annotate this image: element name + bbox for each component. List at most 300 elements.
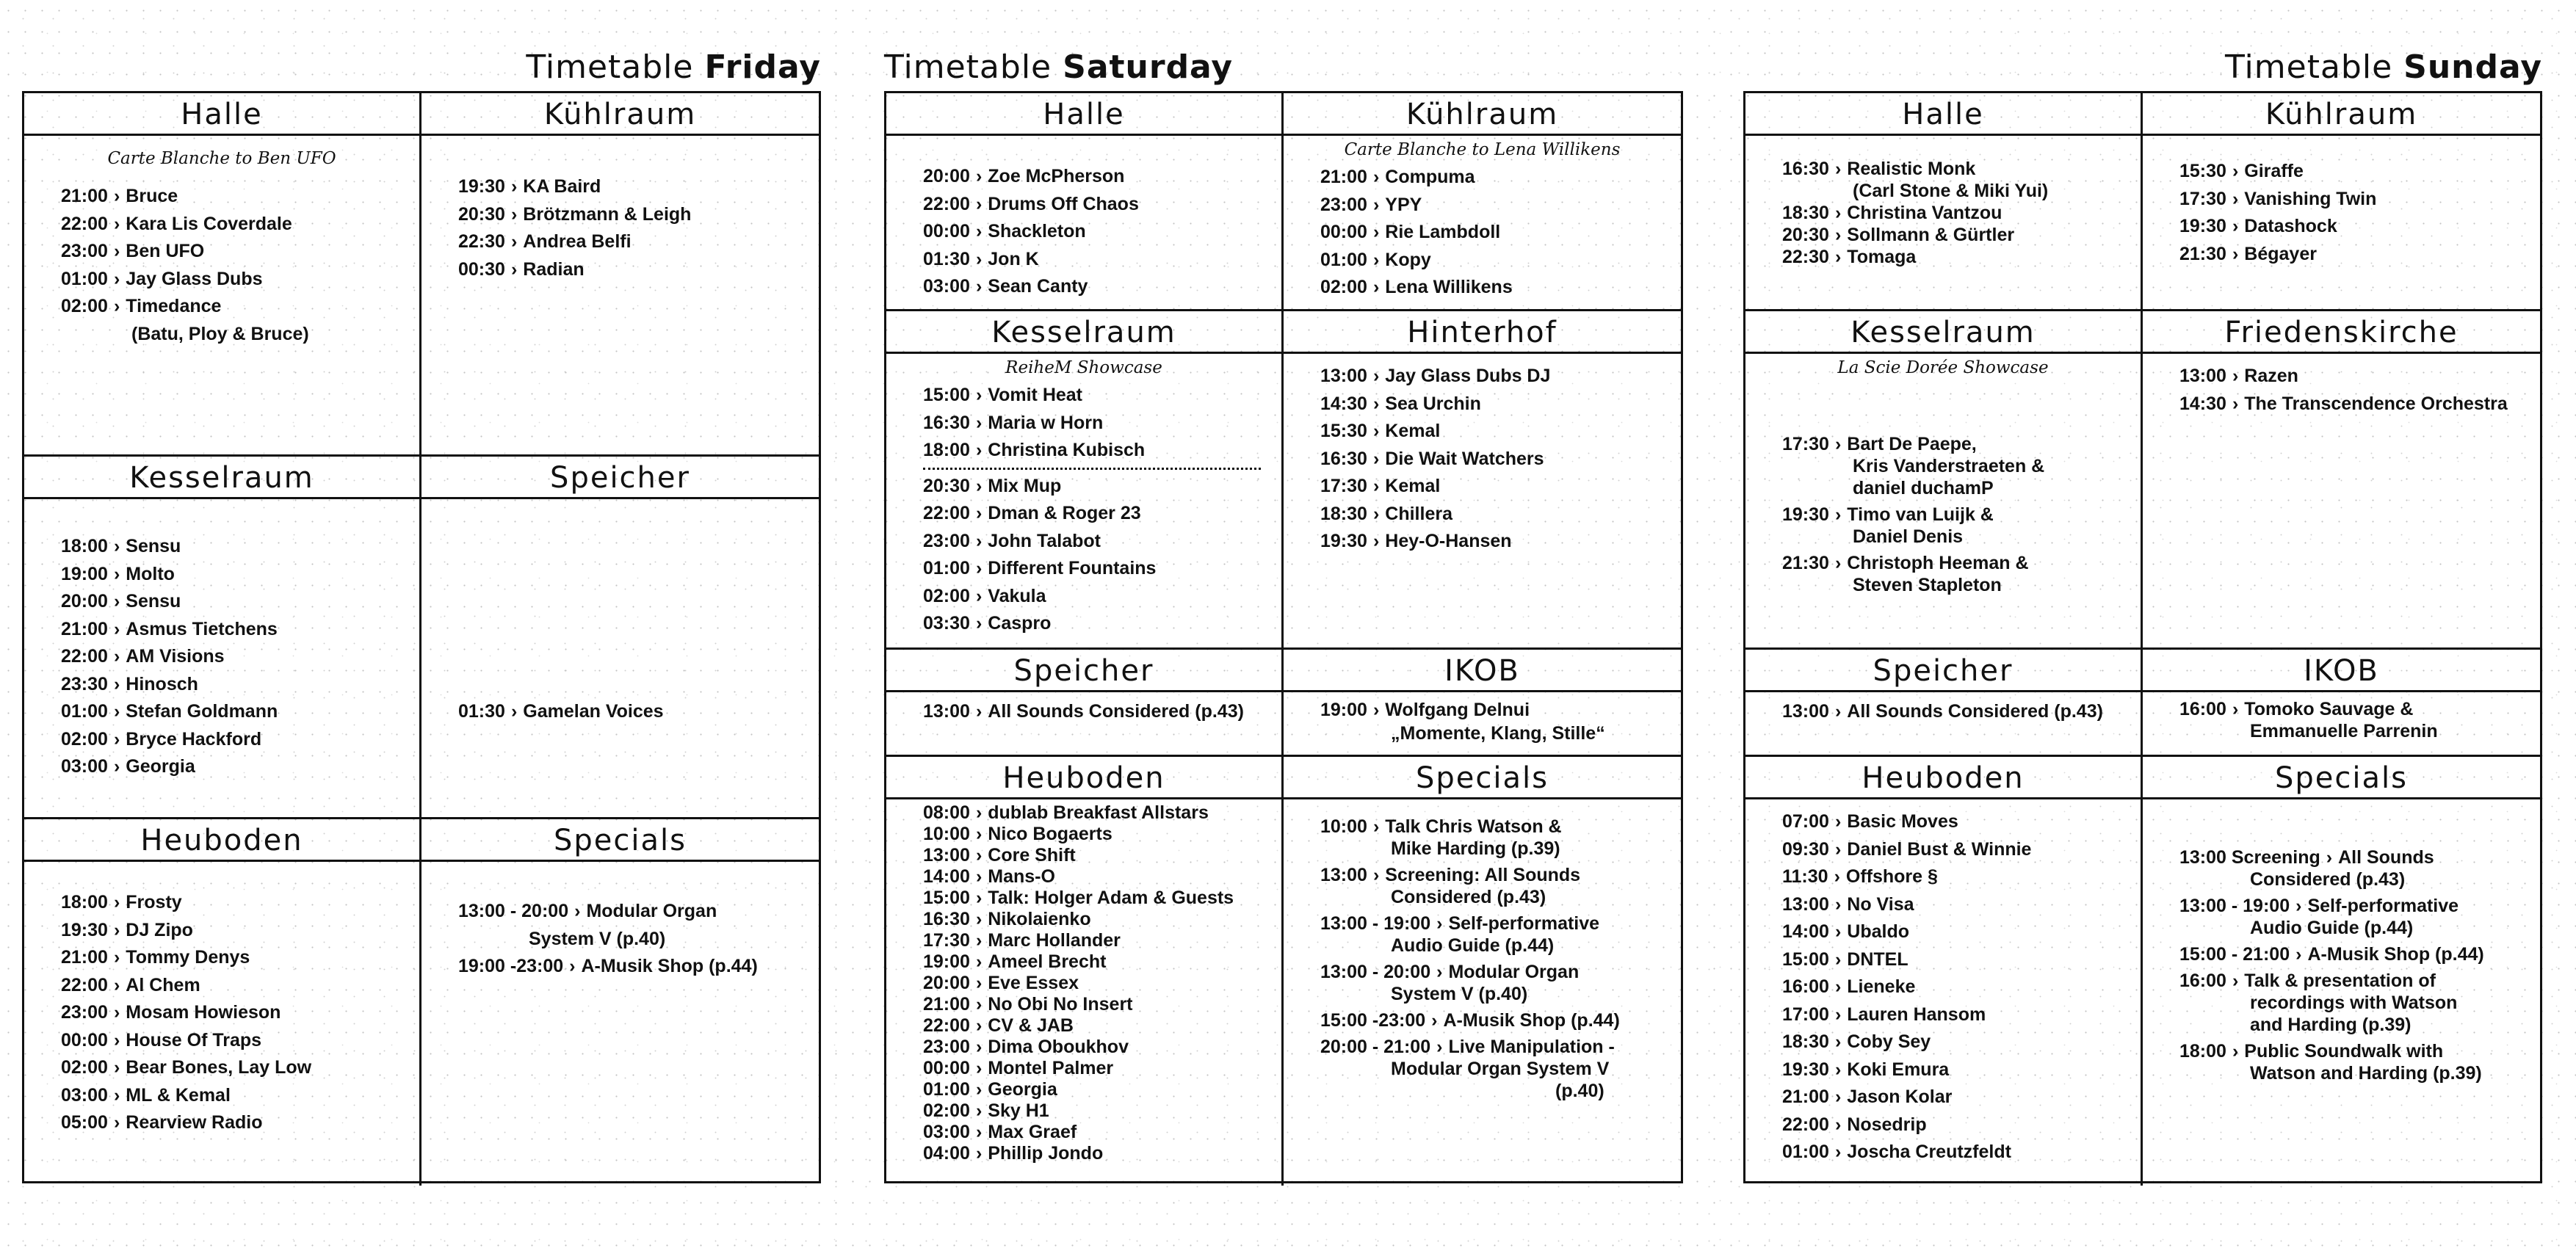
venue-header: Specials — [2143, 757, 2540, 799]
separator-arrow: › — [510, 258, 518, 280]
entry-time: 16:30 — [923, 412, 970, 433]
entry-time: 01:00 — [61, 701, 108, 722]
entry-act: Talk: Holger Adam & Guests — [988, 888, 1234, 908]
separator-arrow: › — [2232, 1041, 2239, 1062]
entry-time: 20:30 — [923, 475, 970, 496]
sunday-kuehlraum — [2143, 93, 2540, 309]
entry-act: DJ Zipo — [126, 919, 193, 940]
entry-act: Coby Sey — [1847, 1031, 1931, 1052]
entry-time: 09:30 — [1782, 838, 1829, 860]
separator-arrow: › — [113, 892, 120, 912]
entry-time: 15:00 — [923, 888, 970, 908]
entry-time: 13:00 — [1320, 366, 1367, 386]
schedule-entry — [1782, 973, 2141, 1001]
saturday-speicher — [886, 650, 1284, 755]
entry-act: Modular Organ — [586, 901, 717, 921]
schedule-entry — [1782, 433, 2141, 455]
schedule-entry — [61, 889, 419, 917]
entry-act: Sean Canty — [988, 276, 1088, 297]
entry-act: dublab Breakfast Allstars — [988, 802, 1209, 823]
separator-arrow: › — [975, 613, 983, 634]
separator-arrow: › — [2232, 393, 2239, 414]
separator-arrow: › — [1834, 1059, 1842, 1080]
entry-time: 03:00 — [923, 1122, 970, 1142]
separator-arrow: › — [2232, 366, 2239, 386]
entry-act: Giraffe — [2244, 161, 2304, 181]
schedule-entry — [923, 1058, 1281, 1079]
schedule-entry — [1782, 202, 2141, 224]
schedule-entry — [61, 643, 419, 671]
schedule-entry — [458, 953, 819, 981]
entry-time: 17:30 — [1782, 434, 1829, 454]
entry-act: Timedance — [126, 296, 222, 316]
entry-act: Offshore § — [1845, 866, 1938, 887]
schedule-entry — [61, 293, 419, 321]
separator-arrow: › — [113, 618, 120, 639]
schedule-entry — [923, 437, 1281, 465]
entry-act: Georgia — [988, 1079, 1057, 1100]
schedule-entry — [61, 999, 419, 1027]
entry-act: Eve Essex — [988, 973, 1079, 993]
entry-act: Sky H1 — [988, 1100, 1049, 1121]
separator-arrow: › — [113, 296, 120, 316]
schedule-entry — [1320, 816, 1681, 838]
separator-arrow: › — [1834, 893, 1842, 915]
separator-arrow: › — [2232, 216, 2239, 236]
entry-time: 18:30 — [1320, 503, 1367, 524]
separator-arrow: › — [1372, 700, 1380, 720]
dotted-divider — [923, 468, 1261, 470]
entry-act: Kemal — [1385, 476, 1441, 496]
separator-arrow: › — [574, 901, 581, 921]
schedule-entry — [1320, 219, 1681, 247]
schedule-entry — [923, 163, 1281, 191]
schedule-entry — [923, 1015, 1281, 1037]
separator-arrow: › — [113, 268, 120, 289]
entry-time: 17:30 — [1320, 476, 1367, 496]
entry-time: 21:30 — [1782, 553, 1829, 573]
saturday-specials — [1284, 757, 1681, 1186]
separator-arrow: › — [113, 186, 120, 206]
entry-time: 20:00 — [923, 166, 970, 186]
separator-arrow: › — [975, 824, 983, 844]
entry-time: 13:00 - 20:00 — [1320, 962, 1431, 982]
separator-arrow: › — [1834, 225, 1842, 245]
separator-arrow: › — [1372, 167, 1380, 187]
schedule-entry — [923, 698, 1281, 726]
separator-arrow: › — [113, 1002, 120, 1023]
schedule-entry — [1320, 192, 1681, 219]
separator-arrow: › — [510, 231, 518, 252]
schedule-entry — [458, 201, 819, 229]
schedule-entry — [1782, 1001, 2141, 1029]
venue-header: Heuboden — [24, 819, 419, 862]
venue-header: Heuboden — [886, 757, 1281, 799]
schedule-entry — [923, 824, 1281, 845]
schedule-entry — [923, 973, 1281, 994]
entry-act: Jay Glass Dubs DJ — [1385, 366, 1551, 386]
separator-arrow: › — [1372, 865, 1380, 885]
schedule-entry — [923, 1143, 1281, 1164]
separator-arrow: › — [975, 412, 983, 433]
entry-act: Andrea Belfi — [523, 231, 632, 252]
entry-act: Sensu — [126, 536, 181, 556]
entry-time: 14:30 — [2179, 393, 2226, 414]
schedule-entry — [923, 583, 1281, 611]
separator-arrow: › — [113, 756, 120, 777]
entry-act: Lena Willikens — [1385, 277, 1513, 297]
schedule-entry — [1782, 224, 2141, 246]
entry-time: 18:00 — [923, 440, 970, 460]
entry-act: Vakula — [988, 585, 1046, 606]
entry-act: Ubaldo — [1847, 921, 1909, 942]
entry-act: Asmus Tietchens — [126, 618, 278, 639]
schedule-entry — [2179, 391, 2540, 418]
separator-arrow: › — [1436, 962, 1443, 982]
separator-arrow: › — [510, 176, 518, 197]
entry-time: 19:00 — [61, 563, 108, 584]
entry-act: Hey-O-Hansen — [1385, 531, 1512, 551]
schedule-entry — [923, 1037, 1281, 1058]
venue-header: Specials — [1284, 757, 1681, 799]
separator-arrow: › — [1372, 448, 1380, 469]
separator-arrow: › — [975, 440, 983, 460]
entry-time: 02:00 — [61, 728, 108, 750]
entry-act: All Sounds Considered (p.43) — [988, 701, 1244, 722]
separator-arrow: › — [113, 728, 120, 750]
entry-act: Bryce Hackford — [126, 728, 262, 750]
entry-time: 18:30 — [1782, 203, 1829, 223]
entry-time: 20:00 — [923, 973, 970, 993]
entry-time: 20:30 — [1782, 225, 1829, 245]
entry-time: 01:30 — [458, 701, 505, 722]
entry-act: YPY — [1385, 194, 1422, 215]
entry-act: Live Manipulation - — [1448, 1037, 1615, 1057]
entry-continuation: Audio Guide (p.44) — [1391, 935, 1555, 956]
entry-time: 10:00 — [923, 824, 970, 844]
entry-act: Lauren Hansom — [1847, 1004, 1986, 1025]
friday-specials — [422, 819, 819, 1186]
separator-arrow: › — [113, 646, 120, 667]
entry-act: Sollmann & Gürtler — [1847, 225, 2015, 245]
entry-time: 17:30 — [923, 930, 970, 951]
separator-arrow: › — [1436, 1037, 1443, 1057]
entry-act: Stefan Goldmann — [126, 701, 278, 722]
schedule-entry — [923, 930, 1281, 951]
entry-continuation: Steven Stapleton — [1853, 575, 2002, 595]
schedule-entry — [1320, 473, 1681, 501]
entry-continuation: System V (p.40) — [529, 928, 666, 949]
entry-time: 13:00 — [1782, 701, 1829, 722]
separator-arrow: › — [1834, 921, 1842, 942]
saturday-hinterhof — [1284, 311, 1681, 647]
separator-arrow: › — [113, 563, 120, 584]
entry-time: 02:00 — [1320, 277, 1367, 297]
entry-act: Kemal — [1385, 421, 1441, 441]
schedule-entry — [61, 726, 419, 754]
sunday-title: Timetable Sunday — [2225, 48, 2542, 86]
schedule-entry — [923, 528, 1281, 556]
schedule-entry — [1320, 446, 1681, 474]
schedule-entry — [1320, 1036, 1681, 1058]
schedule-entry — [923, 555, 1281, 583]
separator-arrow: › — [113, 1057, 120, 1078]
entry-time: 00:00 — [61, 1029, 108, 1051]
entry-act: The Transcendence Orchestra — [2244, 393, 2508, 414]
entry-act: Core Shift — [988, 845, 1076, 866]
separator-arrow: › — [113, 673, 120, 694]
entry-time: 01:00 — [923, 558, 970, 578]
schedule-entry — [1782, 863, 2141, 891]
separator-arrow: › — [975, 193, 983, 214]
entry-continuation: Modular Organ System V — [1391, 1059, 1610, 1079]
schedule-entry — [923, 191, 1281, 219]
schedule-entry — [2179, 970, 2540, 992]
entry-time: 14:00 — [923, 866, 970, 887]
schedule-entry — [2179, 1040, 2540, 1062]
separator-arrow: › — [1372, 816, 1380, 837]
entry-continuation: Daniel Denis — [1853, 526, 1964, 547]
venue-header: IKOB — [1284, 650, 1681, 692]
entry-time: 19:30 — [458, 176, 505, 197]
entry-act: Joscha Creutzfeldt — [1847, 1142, 2011, 1162]
entry-act: Basic Moves — [1847, 811, 1958, 832]
entry-time: 22:00 — [61, 213, 108, 234]
entry-act: Shackleton — [988, 221, 1086, 242]
separator-arrow: › — [1834, 553, 1842, 573]
separator-arrow: › — [1834, 1031, 1842, 1052]
entry-time: 20:00 - 21:00 — [1320, 1037, 1431, 1057]
entry-time: 14:30 — [1320, 393, 1367, 414]
schedule-entry — [61, 944, 419, 972]
entry-act: Compuma — [1385, 167, 1475, 187]
schedule-entry — [61, 1109, 419, 1137]
entry-act: Marc Hollander — [988, 930, 1121, 951]
entry-act: A-Musik Shop (p.44) — [2307, 944, 2484, 965]
venue-header: Friedenskirche — [2143, 311, 2540, 354]
entry-act: Vomit Heat — [988, 385, 1083, 405]
entry-act: Brötzmann & Leigh — [523, 203, 692, 225]
separator-arrow: › — [975, 276, 983, 297]
separator-arrow: › — [975, 930, 983, 951]
entry-time: 01:30 — [923, 248, 970, 269]
entry-time: 14:00 — [1782, 921, 1829, 942]
entry-time: 23:00 — [61, 1002, 108, 1023]
separator-arrow: › — [1834, 159, 1842, 179]
venue-header: IKOB — [2143, 650, 2540, 692]
entry-time: 01:00 — [61, 268, 108, 289]
entry-act: Dman & Roger 23 — [988, 503, 1141, 523]
separator-arrow: › — [975, 1122, 983, 1142]
entry-act: CV & JAB — [988, 1015, 1074, 1036]
entry-time: 21:00 — [1320, 167, 1367, 187]
separator-arrow: › — [1834, 1114, 1842, 1135]
schedule-entry — [1782, 504, 2141, 526]
entry-time: 16:00 — [1782, 976, 1829, 997]
entry-time: 13:00 — [923, 845, 970, 866]
entry-act: Radian — [523, 258, 585, 280]
entry-time: 04:00 — [923, 1143, 970, 1164]
entry-time: 22:00 — [923, 1015, 970, 1036]
separator-arrow: › — [1372, 194, 1380, 215]
schedule-entry — [1320, 961, 1681, 983]
schedule-entry — [923, 1122, 1281, 1143]
entry-time: 13:00 - 19:00 — [2179, 896, 2290, 916]
schedule-entry — [923, 473, 1281, 501]
schedule-entry — [1320, 912, 1681, 935]
separator-arrow: › — [975, 1143, 983, 1164]
entry-act: Georgia — [126, 756, 195, 777]
schedule-entry — [61, 698, 419, 726]
separator-arrow: › — [975, 585, 983, 606]
separator-arrow: › — [1372, 222, 1380, 242]
schedule-entry — [923, 218, 1281, 246]
venue-header: Kühlraum — [422, 93, 819, 136]
entry-time: 19:30 — [61, 919, 108, 940]
entry-time: 03:30 — [923, 613, 970, 634]
schedule-entry — [1320, 698, 1681, 722]
venue-header: Speicher — [422, 457, 819, 499]
separator-arrow: › — [2232, 699, 2239, 719]
separator-arrow: › — [2232, 970, 2239, 991]
entry-time: 19:30 — [2179, 216, 2226, 236]
entry-time: 00:00 — [923, 1058, 970, 1078]
separator-arrow: › — [1834, 434, 1842, 454]
entry-time: 15:00 -23:00 — [1320, 1010, 1426, 1031]
entry-time: 00:00 — [923, 221, 970, 242]
entry-act: Ben UFO — [126, 241, 205, 261]
entry-time: 22:00 — [923, 193, 970, 214]
entry-continuation: (p.40) — [1555, 1081, 1604, 1101]
separator-arrow: › — [113, 1029, 120, 1051]
venue-header: Heuboden — [1745, 757, 2141, 799]
entry-act: Sea Urchin — [1385, 393, 1481, 414]
entry-act: Mosam Howieson — [126, 1002, 281, 1023]
entry-time: 01:00 — [1320, 249, 1367, 270]
entry-time: 22:00 — [61, 646, 108, 667]
venue-subtitle: La Scie Dorée Showcase — [1837, 358, 2049, 377]
separator-arrow: › — [113, 947, 120, 968]
entry-act: Caspro — [988, 613, 1052, 634]
schedule-entry — [1320, 391, 1681, 418]
schedule-entry — [2179, 895, 2540, 917]
entry-act: Nico Bogaerts — [988, 824, 1112, 844]
schedule-entry — [61, 671, 419, 699]
schedule-entry — [1782, 158, 2141, 180]
schedule-entry — [61, 917, 419, 945]
entry-continuation: Considered (p.43) — [2250, 869, 2406, 890]
entry-act: Different Fountains — [988, 558, 1157, 578]
entry-act: Nikolaienko — [988, 909, 1091, 929]
saturday-kesselraum — [886, 311, 1284, 647]
entry-time: 19:00 — [1320, 700, 1367, 720]
separator-arrow: › — [975, 385, 983, 405]
entry-act: Maria w Horn — [988, 412, 1104, 433]
separator-arrow: › — [1372, 476, 1380, 496]
entry-time: 01:00 — [1782, 1142, 1829, 1162]
schedule-entry — [923, 410, 1281, 438]
schedule-entry — [1782, 1084, 2141, 1111]
separator-arrow: › — [113, 213, 120, 234]
entry-act: Modular Organ — [1448, 962, 1580, 982]
separator-arrow: › — [975, 1100, 983, 1121]
sunday-ikob — [2143, 650, 2540, 755]
entry-act: Molto — [126, 563, 175, 584]
entry-time: 20:00 — [61, 591, 108, 612]
entry-act: Bruce — [126, 186, 178, 206]
schedule-entry — [1782, 698, 2141, 726]
entry-continuation: recordings with Watson — [2250, 993, 2458, 1013]
separator-arrow: › — [1372, 249, 1380, 270]
entry-act: Frosty — [126, 892, 182, 912]
separator-arrow: › — [1372, 503, 1380, 524]
entry-time: 20:30 — [458, 203, 505, 225]
entry-act: Self-performative — [2307, 896, 2459, 916]
entry-continuation: System V (p.40) — [1391, 984, 1528, 1004]
entry-time: 02:00 — [61, 1057, 108, 1078]
saturday-heuboden — [886, 757, 1284, 1186]
entry-act: Tomoko Sauvage & — [2244, 699, 2414, 719]
entry-time: 15:30 — [2179, 161, 2226, 181]
entry-act: Christina Vantzou — [1847, 203, 2002, 223]
schedule-entry — [923, 845, 1281, 866]
entry-time: 22:00 — [61, 974, 108, 995]
separator-arrow: › — [1372, 366, 1380, 386]
entry-act: Jon K — [988, 248, 1039, 269]
entry-act: Vanishing Twin — [2244, 188, 2377, 209]
venue-header: Hinterhof — [1284, 311, 1681, 354]
schedule-entry — [61, 211, 419, 239]
separator-arrow: › — [975, 1079, 983, 1100]
schedule-entry — [923, 1100, 1281, 1122]
entry-act: Self-performative — [1448, 913, 1600, 934]
entry-continuation: Mike Harding (p.39) — [1391, 838, 1560, 859]
entry-time: 00:00 — [1320, 222, 1367, 242]
schedule-entry — [923, 866, 1281, 888]
venue-subtitle: Carte Blanche to Lena Willikens — [1344, 140, 1621, 159]
entry-act: Realistic Monk — [1847, 159, 1976, 179]
separator-arrow: › — [975, 1015, 983, 1036]
entry-continuation: Considered (p.43) — [1391, 887, 1546, 907]
entry-act: Wolfgang Delnui — [1385, 700, 1530, 720]
entry-time: 00:30 — [458, 258, 505, 280]
schedule-entry — [1320, 274, 1681, 302]
schedule-entry — [61, 972, 419, 1000]
schedule-entry — [2179, 943, 2540, 965]
separator-arrow: › — [975, 1058, 983, 1078]
schedule-entry — [1320, 864, 1681, 886]
venue-header: Halle — [886, 93, 1281, 136]
schedule-entry — [61, 616, 419, 644]
schedule-entry — [61, 1027, 419, 1055]
schedule-entry — [1320, 501, 1681, 529]
venue-header: Kühlraum — [2143, 93, 2540, 136]
entry-time: 23:00 — [61, 241, 108, 261]
schedule-entry — [1320, 528, 1681, 556]
entry-time: 16:00 — [2179, 970, 2226, 991]
entry-time: 23:00 — [923, 530, 970, 551]
entry-act: Jay Glass Dubs — [126, 268, 263, 289]
friday-grid — [22, 91, 821, 1183]
separator-arrow: › — [1372, 393, 1380, 414]
entry-act: Razen — [2244, 366, 2298, 386]
schedule-entry — [1782, 836, 2141, 864]
entry-time: 16:30 — [923, 909, 970, 929]
friday-speicher — [422, 457, 819, 817]
entry-continuation: (Carl Stone & Miki Yui) — [1853, 181, 2049, 201]
entry-time: 13:00 — [2179, 366, 2226, 386]
schedule-entry — [2179, 158, 2540, 186]
